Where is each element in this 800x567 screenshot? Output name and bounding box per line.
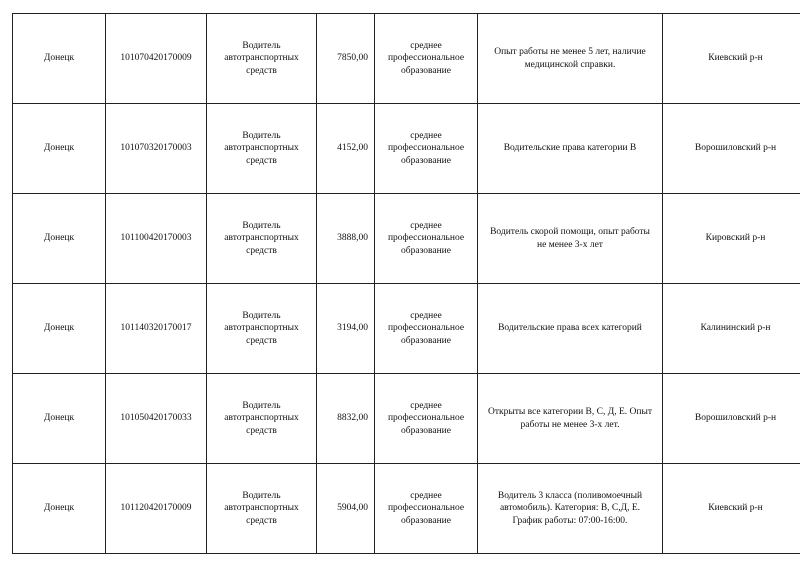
cell-vacancy-code [106,464,207,554]
cell-district [663,194,800,284]
cell-district-text: Ворошиловский р-н [694,143,777,154]
cell-position-line: средств [246,425,277,436]
cell-requirements-line: Водитель 3 класса (поливомоечный [497,490,643,501]
cell-position-line: Водитель [242,40,281,51]
cell-salary [317,284,375,374]
cell-position-line: автотранспортных [224,233,299,244]
cell-education-line: профессиональное [387,323,465,334]
cell-city [13,14,106,104]
cell-vacancy-code-text: 101070420170009 [120,53,192,64]
cell-city [13,374,106,464]
cell-education-line: профессиональное [387,233,465,244]
cell-position [207,14,317,104]
cell-requirements-line: Водительские права всех категорий [498,323,642,334]
cell-requirements-line: автомобиль). Категория: В, С,Д, Е. [499,503,641,514]
cell-vacancy-code-text: 101050420170033 [120,413,192,424]
cell-position-line: автотранспортных [224,143,299,154]
vacancy-table-body [13,14,800,554]
cell-education-line: профессиональное [387,503,465,514]
cell-city [13,194,106,284]
cell-education-line: среднее [410,220,442,231]
cell-salary-text: 8832,00 [337,413,368,424]
cell-requirements-line: медицинской справки. [524,59,616,70]
table-row [13,14,800,104]
cell-requirements [478,464,663,554]
cell-city-text: Донецк [43,323,75,334]
cell-city-text: Донецк [43,233,75,244]
cell-requirements [478,374,663,464]
cell-city-text: Донецк [43,53,75,64]
cell-salary-text: 3194,00 [337,323,368,334]
cell-education-line: образование [401,155,451,166]
cell-position-line: Водитель [242,310,281,321]
cell-salary [317,374,375,464]
cell-position-line: Водитель [242,220,281,231]
cell-position-line: средств [246,155,277,166]
cell-education [375,374,478,464]
cell-education-line: среднее [410,310,442,321]
table-row [13,464,800,554]
cell-education-line: среднее [410,130,442,141]
cell-education [375,14,478,104]
cell-vacancy-code [106,194,207,284]
cell-position-line: автотранспортных [224,53,299,64]
cell-district [663,284,800,374]
cell-requirements-line: График работы: 07:00-16:00. [512,515,628,526]
cell-position [207,284,317,374]
table-row [13,194,800,284]
cell-education-line: образование [401,515,451,526]
cell-city-text: Донецк [43,413,75,424]
cell-education-line: среднее [410,490,442,501]
cell-salary-text: 7850,00 [337,53,368,64]
cell-city-text: Донецк [43,503,75,514]
cell-salary [317,104,375,194]
table-row [13,374,800,464]
cell-education-line: образование [401,65,451,76]
cell-vacancy-code [106,14,207,104]
cell-vacancy-code-text: 101140320170017 [120,323,192,334]
cell-city [13,104,106,194]
cell-education-line: среднее [410,40,442,51]
cell-education [375,284,478,374]
cell-district-text: Киевский р-н [708,53,763,64]
cell-vacancy-code-text: 101120420170009 [120,503,192,514]
cell-city-text: Донецк [43,143,75,154]
cell-salary [317,14,375,104]
cell-education-line: среднее [410,400,442,411]
cell-district [663,104,800,194]
cell-position-line: Водитель [242,400,281,411]
cell-requirements [478,284,663,374]
cell-education [375,464,478,554]
cell-district [663,14,800,104]
cell-requirements-line: Водительские права категории В [503,143,637,154]
vacancy-table [12,13,800,554]
cell-district-text: Ворошиловский р-н [694,413,777,424]
cell-requirements-line: Открыты все категории В, С, Д, Е. Опыт [488,407,652,417]
cell-requirements-line: Водитель скорой помощи, опыт работы [490,227,650,237]
cell-position [207,464,317,554]
cell-position-line: автотранспортных [224,323,299,334]
cell-requirements-line: не менее 3-х лет [537,239,603,250]
cell-position-line: средств [246,65,277,76]
cell-position-line: средств [246,245,277,256]
cell-requirements [478,14,663,104]
cell-district [663,464,800,554]
cell-district [663,374,800,464]
cell-position [207,374,317,464]
cell-education-line: профессиональное [387,413,465,424]
cell-city [13,464,106,554]
cell-district-text: Кировский р-н [705,233,766,244]
cell-salary-text: 4152,00 [337,143,368,154]
cell-requirements [478,104,663,194]
cell-education-line: профессиональное [387,143,465,154]
cell-vacancy-code [106,374,207,464]
cell-education [375,104,478,194]
cell-position-line: автотранспортных [224,413,299,424]
cell-position-line: Водитель [242,490,281,501]
cell-education [375,194,478,284]
cell-vacancy-code-text: 101070320170003 [120,143,192,154]
cell-salary [317,464,375,554]
cell-education-line: образование [401,245,451,256]
cell-requirements [478,194,663,284]
cell-salary [317,194,375,284]
cell-city [13,284,106,374]
cell-district-text: Калининский р-н [700,323,771,334]
table-row [13,104,800,194]
cell-requirements-line: Опыт работы не менее 5 лет, наличие [494,47,646,57]
cell-vacancy-code-text: 101100420170003 [120,233,192,244]
cell-position-line: средств [246,335,277,346]
cell-position-line: средств [246,515,277,526]
cell-district-text: Киевский р-н [708,503,763,514]
cell-position-line: Водитель [242,130,281,141]
cell-vacancy-code [106,104,207,194]
cell-position-line: автотранспортных [224,503,299,514]
cell-education-line: образование [401,425,451,436]
table-row [13,284,800,374]
cell-education-line: образование [401,335,451,346]
cell-requirements-line: работы не менее 3-х лет. [520,419,620,430]
cell-position [207,194,317,284]
cell-salary-text: 3888,00 [337,233,368,244]
cell-salary-text: 5904,00 [337,503,368,514]
cell-education-line: профессиональное [387,53,465,64]
cell-position [207,104,317,194]
cell-vacancy-code [106,284,207,374]
